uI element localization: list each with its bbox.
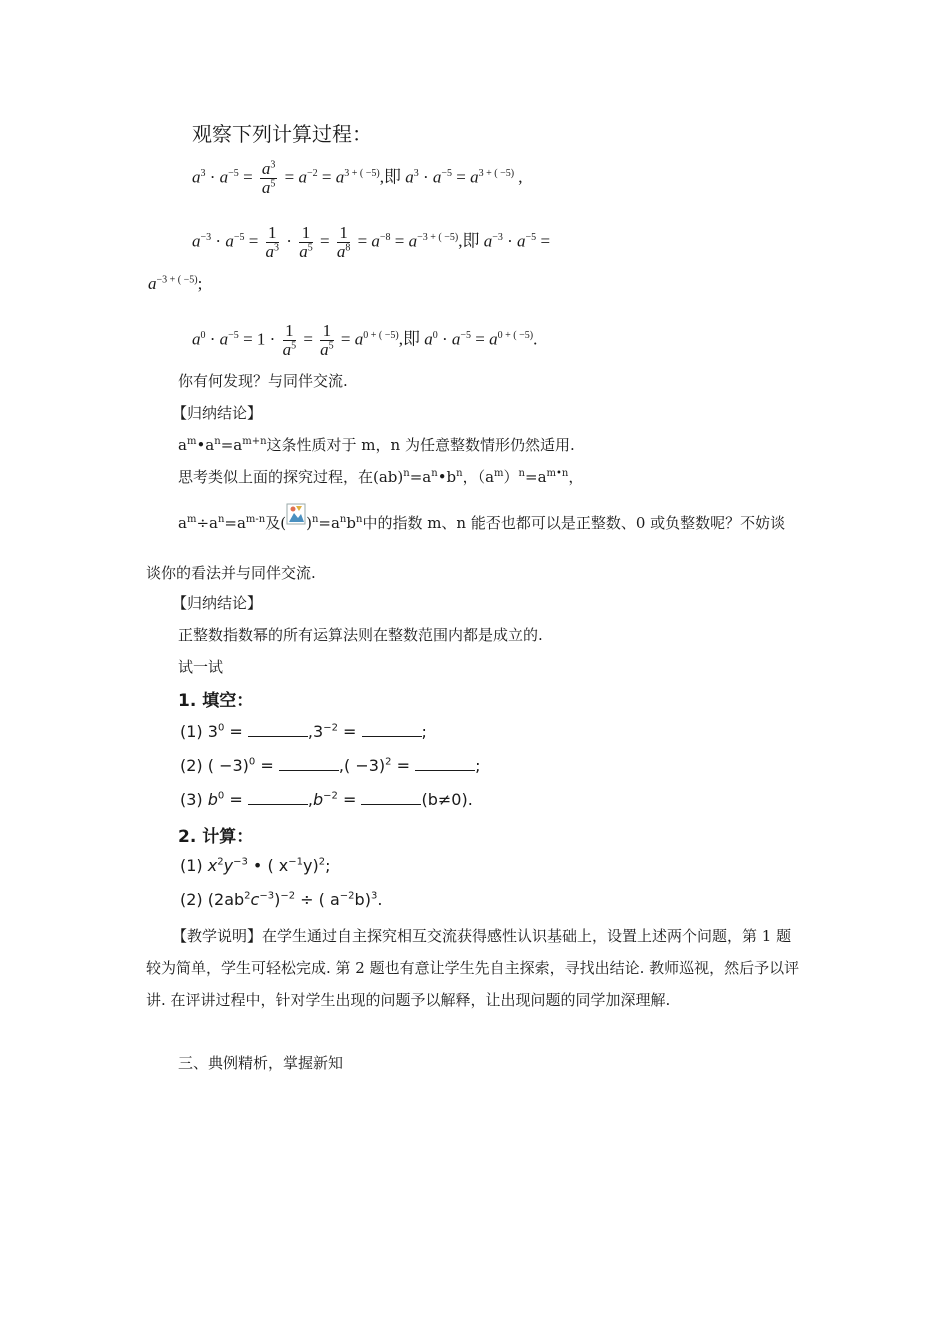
exercise-2-1: (1) $x^2y^{-3}$ • ( $x^{-1}y)^2$; — [180, 856, 331, 875]
exercise-2-title: 2. 计算： — [178, 827, 254, 847]
intro-text: 观察下列计算过程： — [192, 122, 372, 146]
exercise-1-3: (3) $b^0 = ,b^{-2} = (b\ne 0)$. — [180, 790, 473, 809]
answer-blank[interactable] — [248, 722, 308, 737]
answer-blank[interactable] — [415, 756, 475, 771]
conclusion-heading: 【归纳结论】 — [172, 404, 263, 422]
answer-blank[interactable] — [362, 722, 422, 737]
answer-blank[interactable] — [279, 756, 339, 771]
section-3-heading: 三、典例精析，掌握新知 — [178, 1054, 344, 1072]
answer-blank[interactable] — [361, 790, 421, 805]
division-line-cont: 谈你的看法并与同伴交流. — [146, 564, 316, 582]
think-line: 思考类似上面的探究过程，在$(ab)^n=a^n•b^n$，$(a^m)^n=a^{m•n}$， — [178, 468, 584, 486]
teaching-note: 【教学说明】在学生通过自主探究相互交流获得感性认识基础上，设置上述两个问题，第 1 题较为简单，学生可轻松完成. 第 2 题也有意让学生先自主探索，寻找出结论. 教师巡视，然后予以评讲. 在评讲过程中，针对学生出现的问题予以解释，让出现问题的同学加深理解. — [146, 927, 800, 1009]
equation-2: $a^{-3} \cdot a^{-5}$ = $\frac{1}{a^3}$ · $\frac{1}{a^5}$ = $\frac{1}{a^8}$ = $a^{-8} = a^{-3 + ( -5)}$,即 $a^{-3} \cdot a^{-5}$ = — [192, 223, 551, 262]
exercise-1-1: (1) $3^0 = ,3^{-2}$ = ; — [180, 722, 427, 741]
equation-2-cont: $a^{-3 + ( -5)}$; — [148, 274, 203, 293]
try-title: 试一试 — [178, 658, 224, 676]
conclusion2-text: 正整数指数幂的所有运算法则在整数范围内都是成立的. — [178, 626, 543, 644]
conclusion2-heading: 【归纳结论】 — [172, 594, 263, 612]
exercise-1-2: (2) ( −3)$^0$ = ,( −3)$^2$ = ; — [180, 756, 481, 775]
equation-1: $a^3 \cdot a^{-5}$ = $\frac{a^3}{a^5}$ = $a^{-2} = a^{3 + ( -5)}$,即 $a^3 \cdot a^{-5} = a^{3 + ( -5)}$ , — [192, 159, 523, 198]
broken-image-icon — [286, 503, 306, 525]
division-line: $a^m\div a^n=a^{m-n}$及( )$^n=a^nb^n$中的指数 m、n 能否也都可以是正整数、0 或负整数呢？不妨谈 — [178, 512, 785, 535]
exercise-2-2: (2) $(2ab^2c^{-3})^{-2}$ ÷ ( $a^{-2}b)^3$. — [180, 890, 383, 909]
discover-text: 你有何发现？与同伴交流. — [178, 372, 348, 390]
rule-line: $a^m•a^n=a^{m+n}$这条性质对于 m，n 为任意整数情形仍然适用. — [178, 436, 575, 454]
equation-3: $a^0 \cdot a^{-5} = 1$ · $\frac{1}{a^5}$ = $\frac{1}{a^5}$ = $a^{0 + ( -5)}$,即 $a^0 \cdot a^{-5} = a^{0 + ( -5)}$. — [192, 321, 538, 360]
answer-blank[interactable] — [248, 790, 308, 805]
exercise-1-title: 1. 填空： — [178, 691, 254, 711]
